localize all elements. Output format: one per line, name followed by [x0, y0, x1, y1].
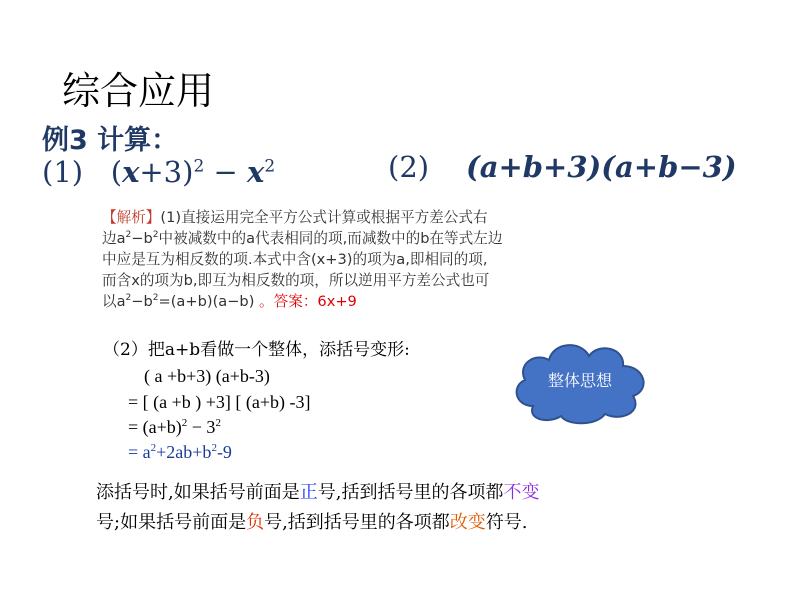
derivation-line-4: = $a^2+2ab+b^2-9$	[128, 442, 232, 462]
page-title: 综合应用	[62, 69, 215, 113]
derivation-line-3: = $(a+b)^2 - 3^2$	[128, 417, 221, 437]
cloud-label: 整体思想	[547, 371, 612, 390]
problem-2-expression: (a+b+3)(a+b−3)	[465, 150, 737, 184]
answer-text: 。答案：6x+9	[259, 293, 357, 310]
derivation-line-1: ( a +b+3) (a+b-3)	[144, 366, 270, 386]
analysis-block: 【解析】(1)直接运用完全平方公式计算或根据平方差公式右 边$a^2-b^2$中被减数中的a代表相同的项,而减数中的b在等式左边 中应是互为相反数的项.本式中含(x+3)的项为a,即相同的项, 而含x的项为b,即互为相反数的项，所以逆用平方差公式也可 以$a^2-b^2=(a+b)(a-b)$ 。答案：6x+9	[102, 209, 503, 310]
problem-1-number: (1)	[42, 155, 84, 189]
example-label: 例3 计算：	[42, 125, 179, 156]
step-2-label: （2）把a+b看做一个整体，添括号变形:	[103, 340, 410, 360]
derivation-line-2: = [ (a +b ) +3] [ (a+b) -3]	[128, 392, 311, 412]
summary-text: 添括号时,如果括号前面是正号,括到括号里的各项都不变 号;如果括号前面是负号,括到括号里的各项都改变符号.	[96, 482, 540, 533]
problem-2-number: (2)	[388, 150, 430, 184]
problem-2	[388, 150, 737, 184]
problem-1: (1) $(x+3)^2 - x^2$	[42, 155, 276, 189]
analysis-tag: 【解析】	[102, 209, 161, 226]
